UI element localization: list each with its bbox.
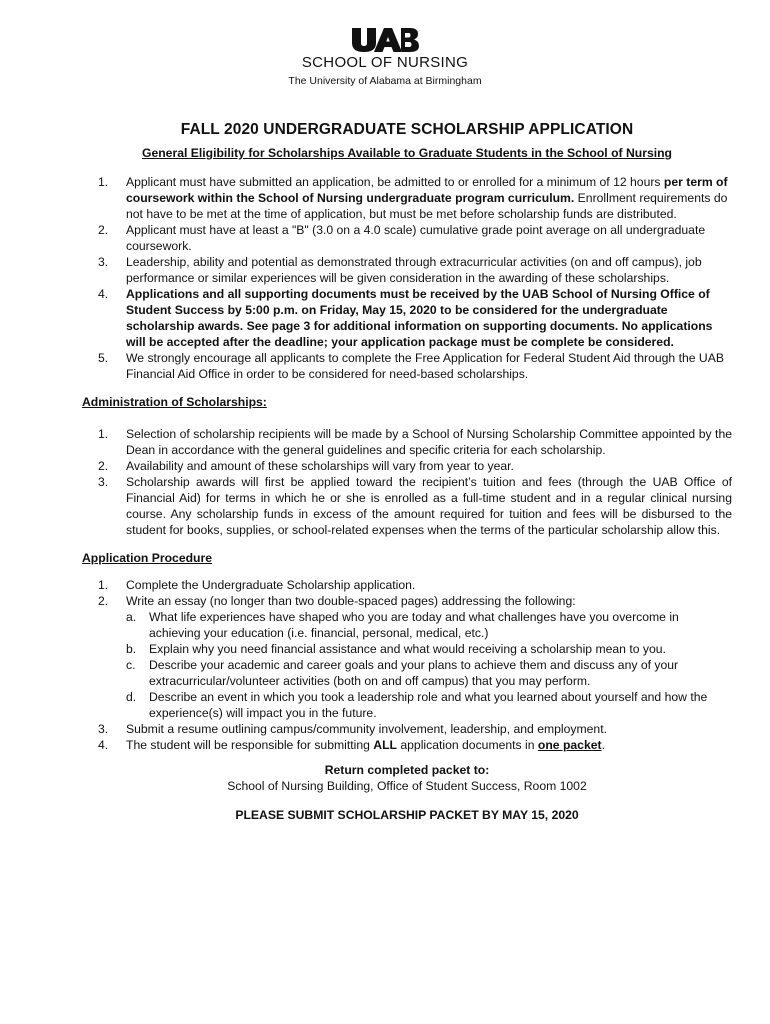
list-item xyxy=(82,474,732,538)
item-text: Enrollment requirements do not have to be met at the time of application, but must be met before scholarship funds are distributed. xyxy=(126,191,728,221)
return-address: School of Nursing Building, Office of Student Success, Room 1002 xyxy=(227,779,587,793)
item-text: Availability and amount of these scholarships will vary from year to year. xyxy=(126,459,514,473)
item-number: 1. xyxy=(98,427,109,441)
sub-list-item xyxy=(126,689,732,721)
letterhead xyxy=(0,28,770,87)
item-text: Applicant must have submitted an application, be admitted to or enrolled for a minimum of 12 hours xyxy=(126,175,664,189)
procedure-heading: Application Procedure xyxy=(82,551,213,565)
list-item xyxy=(82,737,732,753)
uab-logo xyxy=(350,28,420,52)
return-title: Return completed packet to: xyxy=(324,763,490,777)
item-text: Applicant must have at least a "B" (3.0 on a 4.0 scale) cumulative grade point average on all undergraduate coursework. xyxy=(126,223,706,253)
item-number: 2. xyxy=(98,594,109,608)
eligibility-list xyxy=(82,174,732,382)
list-item xyxy=(82,174,732,222)
return-block xyxy=(82,762,732,794)
list-item xyxy=(82,426,732,458)
item-number: 3. xyxy=(98,255,109,269)
sub-item-text: Describe an event in which you took a leadership role and what you learned about yourself and how the experience(s) will impact you in the future. xyxy=(149,690,708,720)
document-body xyxy=(82,122,732,823)
sub-item-text: Explain why you need financial assistance and what would receiving a scholarship mean to you. xyxy=(149,642,666,656)
item-number: 5. xyxy=(98,351,109,365)
item-text: Write an essay (no longer than two double-spaced pages) addressing the following: xyxy=(126,594,576,608)
item-text: Complete the Undergraduate Scholarship application. xyxy=(126,578,416,592)
sub-item-text: What life experiences have shaped who you are today and what challenges have you overcome in achieving your education (i.e. financial, personal, medical, etc.) xyxy=(149,610,679,640)
page-title: FALL 2020 UNDERGRADUATE SCHOLARSHIP APPLICATION xyxy=(180,121,634,138)
item-text-bold: per term of coursework within the School of Nursing undergraduate program curriculum. xyxy=(126,175,728,205)
item-text-bold-underline: one packet xyxy=(537,738,602,752)
item-text: Scholarship awards will first be applied toward the recipient’s tuition and fees (through the UAB Office of Financial Aid) for terms in which he or she is enrolled as a full-time student and in a regular clinical nursing course. Any scholarship funds in excess of the amount required for tuition and fees will be disbursed to the student for books, supplies, or school-related expenses when the terms of the particular scholarship allow this. xyxy=(126,475,732,537)
list-item xyxy=(82,458,732,474)
item-number: 4. xyxy=(98,287,109,301)
item-number: 3. xyxy=(98,722,109,736)
item-number: 1. xyxy=(98,578,109,592)
eligibility-heading: General Eligibility for Scholarships Available to Graduate Students in the School of Nursing xyxy=(141,146,672,160)
item-text-bold: Applications and all supporting documents must be received by the UAB School of Nursing Office of Student Success by 5:00 p.m. on Friday, May 15, 2020 to be considered for the undergraduate scholarship awards. See page 3 for additional information on supporting documents. No applications will be accepted after the deadline; your application package must be complete be considered. xyxy=(126,287,713,349)
sub-item-text: Describe your academic and career goals and your plans to achieve them and discuss any of your extracurricular/volunteer activities (both on and off campus) that you may perform. xyxy=(149,658,679,688)
essay-sublist xyxy=(126,609,732,721)
list-item xyxy=(82,286,732,350)
item-text: Submit a resume outlining campus/community involvement, leadership, and employment. xyxy=(126,722,607,736)
sub-item-letter: a. xyxy=(126,610,137,624)
list-item xyxy=(82,350,732,382)
item-number: 1. xyxy=(98,175,109,189)
list-item xyxy=(82,222,732,254)
administration-list xyxy=(82,426,732,538)
item-number: 2. xyxy=(98,459,109,473)
sub-list-item xyxy=(126,657,732,689)
list-item xyxy=(82,577,732,593)
item-number: 2. xyxy=(98,223,109,237)
sub-item-letter: d. xyxy=(126,690,137,704)
item-text: . xyxy=(601,738,605,752)
item-text: application documents in xyxy=(396,738,538,752)
deadline-notice: PLEASE SUBMIT SCHOLARSHIP PACKET BY MAY 15, 2020 xyxy=(235,808,579,822)
list-item xyxy=(82,254,732,286)
procedure-list xyxy=(82,577,732,753)
item-text: The student will be responsible for submitting xyxy=(126,738,374,752)
sub-list-item xyxy=(126,609,732,641)
item-number: 3. xyxy=(98,475,109,489)
administration-heading: Administration of Scholarships: xyxy=(82,395,267,409)
list-item xyxy=(82,721,732,737)
university-name: The University of Alabama at Birmingham xyxy=(288,75,482,87)
list-item xyxy=(82,593,732,721)
item-text-bold: ALL xyxy=(373,738,397,752)
item-text: Leadership, ability and potential as demonstrated through extracurricular activities (on and off campus), job performance or similar experiences will be given consideration in the awarding of these scholarships. xyxy=(126,255,702,285)
sub-item-letter: c. xyxy=(126,658,136,672)
item-text: Selection of scholarship recipients will be made by a School of Nursing Scholarship Committee appointed by the Dean in accordance with the general guidelines and specific criteria for each scholarship. xyxy=(126,427,732,457)
sub-item-letter: b. xyxy=(126,642,137,656)
item-number: 4. xyxy=(98,738,109,752)
school-name: SCHOOL OF NURSING xyxy=(301,54,469,71)
sub-list-item xyxy=(126,641,732,657)
item-text: We strongly encourage all applicants to complete the Free Application for Federal Student Aid through the UAB Financial Aid Office in order to be considered for need-based scholarships. xyxy=(126,351,724,381)
